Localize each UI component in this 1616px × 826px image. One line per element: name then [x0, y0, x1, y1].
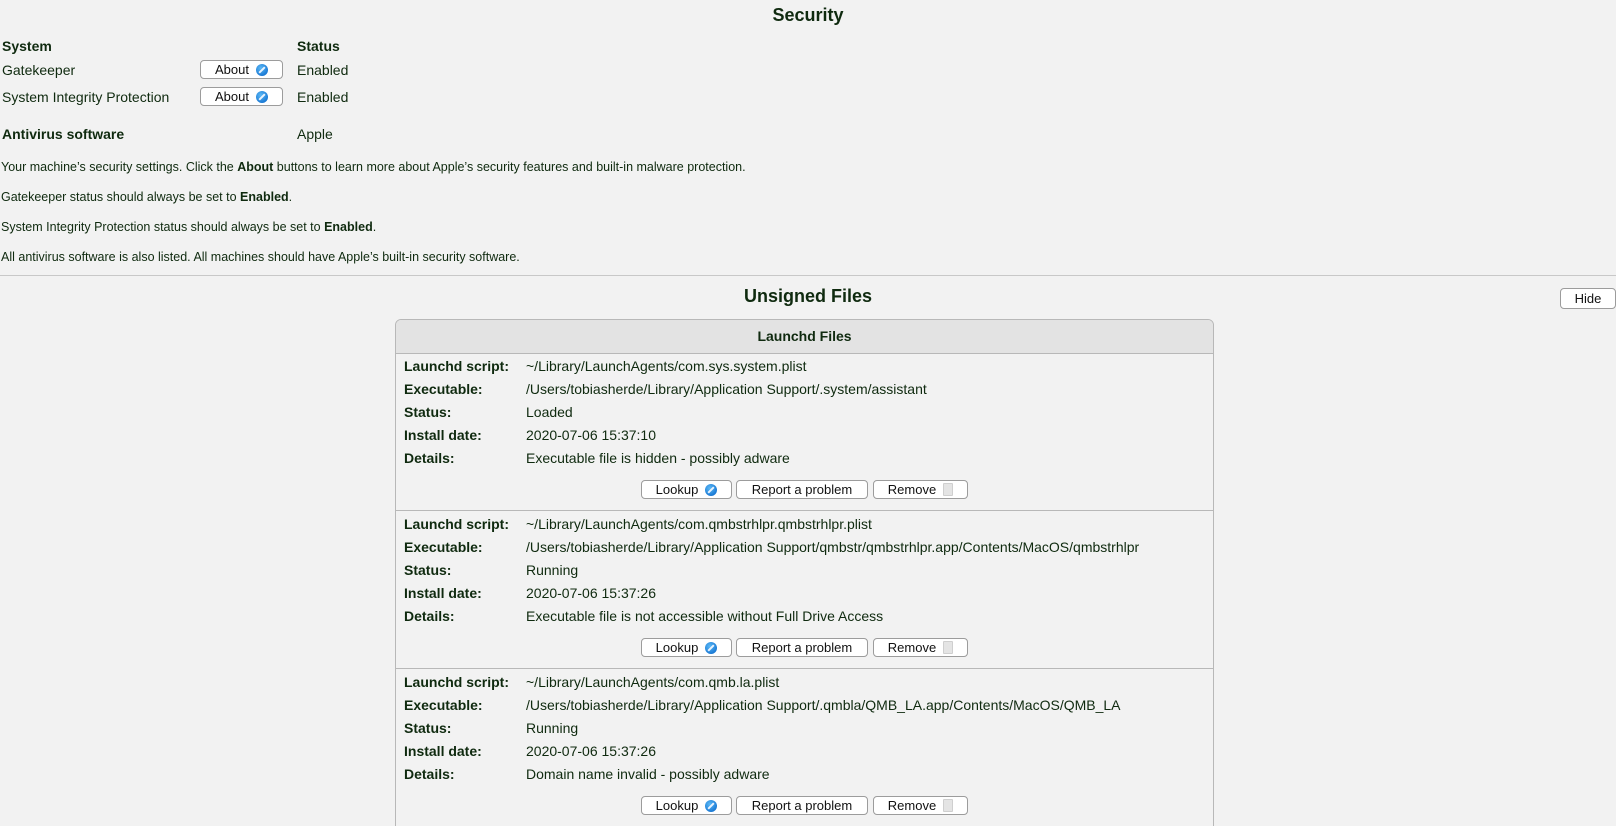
security-note-2: [1, 190, 292, 204]
sip-status: Enabled: [297, 89, 349, 105]
entry-separator: [396, 668, 1213, 669]
about-button-label: About: [215, 89, 249, 104]
details-value: Executable file is not accessible without Full Drive Access: [526, 608, 884, 624]
remove-button-label: Remove: [887, 798, 937, 813]
entry-separator: [396, 510, 1213, 511]
remove-button[interactable]: [873, 638, 968, 657]
install-date-value: 2020-07-06 15:37:26: [526, 585, 656, 601]
executable-label: Executable:: [404, 381, 483, 397]
remove-button-label: Remove: [887, 640, 937, 655]
lookup-button[interactable]: [641, 796, 732, 815]
details-value: Domain name invalid - possibly adware: [526, 766, 770, 782]
trash-icon: [943, 483, 953, 496]
remove-button[interactable]: [873, 796, 968, 815]
note-text: .: [372, 220, 377, 234]
unsigned-files-title: Unsigned Files: [743, 286, 873, 306]
script-label: Launchd script:: [404, 674, 510, 690]
script-value: ~/Library/LaunchAgents/com.qmb.la.plist: [526, 674, 780, 690]
safari-icon: [256, 64, 268, 76]
lookup-button-label: Lookup: [655, 482, 699, 497]
section-divider: [0, 275, 1616, 276]
details-label: Details:: [404, 766, 455, 782]
report-problem-button[interactable]: [736, 480, 868, 499]
note-text: Your machine’s security settings. Click the: [1, 160, 238, 174]
safari-icon: [705, 800, 717, 812]
status-column-header: Status: [297, 38, 340, 54]
trash-icon: [943, 641, 953, 654]
script-value: ~/Library/LaunchAgents/com.qmbstrhlpr.qmbstrhlpr.plist: [526, 516, 872, 532]
note-text: buttons to learn more about Apple’s security features and built-in malware protection.: [273, 160, 746, 174]
report-button-label: Report a problem: [751, 798, 853, 813]
install-date-label: Install date:: [404, 427, 482, 443]
note-emphasis: About: [237, 160, 274, 174]
status-value: Loaded: [526, 404, 573, 420]
lookup-button-label: Lookup: [655, 640, 699, 655]
sip-label: System Integrity Protection: [2, 89, 170, 105]
executable-value: /Users/tobiasherde/Library/Application Support/.qmbla/QMB_LA.app/Contents/MacOS/QMB_LA: [526, 697, 1121, 713]
report-problem-button[interactable]: [736, 638, 868, 657]
executable-label: Executable:: [404, 539, 483, 555]
details-value: Executable file is hidden - possibly adware: [526, 450, 790, 466]
details-label: Details:: [404, 608, 455, 624]
gatekeeper-label: Gatekeeper: [2, 62, 76, 78]
install-date-value: 2020-07-06 15:37:10: [526, 427, 656, 443]
launchd-files-panel: [395, 319, 1214, 826]
executable-value: /Users/tobiasherde/Library/Application Support/qmbstr/qmbstrhlpr.app/Contents/MacOS/qmbstrhlpr: [526, 539, 1140, 555]
security-note-1: [1, 160, 746, 174]
hide-button[interactable]: [1560, 288, 1616, 309]
lookup-button-label: Lookup: [655, 798, 699, 813]
hide-button-label: Hide: [1574, 291, 1602, 306]
details-label: Details:: [404, 450, 455, 466]
security-note-3: [1, 220, 376, 234]
note-emphasis: Enabled: [324, 220, 373, 234]
status-label: Status:: [404, 720, 452, 736]
sip-about-button[interactable]: [200, 87, 283, 106]
executable-label: Executable:: [404, 697, 483, 713]
note-emphasis: Enabled: [240, 190, 289, 204]
report-button-label: Report a problem: [751, 640, 853, 655]
script-label: Launchd script:: [404, 358, 510, 374]
gatekeeper-status: Enabled: [297, 62, 349, 78]
status-value: Running: [526, 720, 579, 736]
install-date-label: Install date:: [404, 585, 482, 601]
lookup-button[interactable]: [641, 638, 732, 657]
remove-button[interactable]: [873, 480, 968, 499]
report-problem-button[interactable]: [736, 796, 868, 815]
antivirus-value: Apple: [297, 126, 333, 142]
install-date-value: 2020-07-06 15:37:26: [526, 743, 656, 759]
safari-icon: [256, 91, 268, 103]
trash-icon: [943, 799, 953, 812]
launchd-files-header: Launchd Files: [396, 320, 1213, 354]
script-value: ~/Library/LaunchAgents/com.sys.system.plist: [526, 358, 807, 374]
safari-icon: [705, 642, 717, 654]
about-button-label: About: [215, 62, 249, 77]
system-column-header: System: [2, 38, 52, 54]
script-label: Launchd script:: [404, 516, 510, 532]
lookup-button[interactable]: [641, 480, 732, 499]
executable-value: /Users/tobiasherde/Library/Application Support/.system/assistant: [526, 381, 927, 397]
remove-button-label: Remove: [887, 482, 937, 497]
security-title: Security: [772, 5, 844, 25]
install-date-label: Install date:: [404, 743, 482, 759]
status-value: Running: [526, 562, 579, 578]
status-label: Status:: [404, 404, 452, 420]
gatekeeper-about-button[interactable]: [200, 60, 283, 79]
note-text: .: [288, 190, 293, 204]
security-note-4: All antivirus software is also listed. All machines should have Apple’s built-in security software.: [1, 250, 520, 264]
note-text: System Integrity Protection status should always be set to: [1, 220, 325, 234]
note-text: Gatekeeper status should always be set to: [1, 190, 241, 204]
report-button-label: Report a problem: [751, 482, 853, 497]
status-label: Status:: [404, 562, 452, 578]
antivirus-label: Antivirus software: [2, 126, 125, 142]
safari-icon: [705, 484, 717, 496]
